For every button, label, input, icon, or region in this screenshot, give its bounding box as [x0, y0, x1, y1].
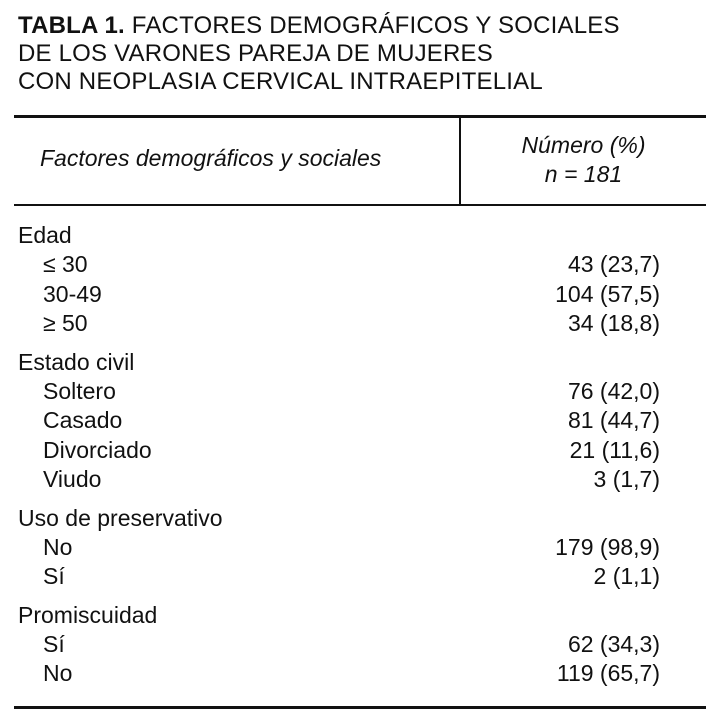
group-title: Edad	[18, 222, 72, 248]
table-top-rule	[14, 115, 706, 118]
row-value: 2 (1,1)	[593, 563, 660, 589]
group-edad	[0, 220, 718, 339]
row-label: Soltero	[43, 377, 116, 404]
table-row	[0, 406, 718, 436]
table-row	[0, 533, 718, 563]
row-value: 119 (65,7)	[556, 660, 660, 686]
caption-title-line-2: DE LOS VARONES PAREJA DE MUJERES	[18, 40, 493, 67]
header-number-label: Número (%)	[521, 132, 646, 158]
header-number-percent	[461, 131, 706, 189]
row-label: No	[43, 533, 73, 560]
table-row	[0, 377, 718, 407]
table-row	[0, 309, 718, 339]
table-row	[0, 562, 718, 592]
table-body	[0, 220, 718, 697]
group-promiscuidad	[0, 600, 718, 689]
row-value: 104 (57,5)	[555, 280, 660, 307]
row-value: 3 (1,7)	[593, 466, 660, 492]
caption-line-1	[18, 12, 708, 40]
table-row	[0, 436, 718, 466]
row-value: 43 (23,7)	[567, 251, 660, 277]
row-value: 34 (18,8)	[567, 310, 660, 336]
header-factors: Factores demográficos y sociales	[40, 145, 382, 171]
row-value: 76 (42,0)	[567, 377, 660, 404]
row-value: 179 (98,9)	[555, 533, 660, 560]
group-title: Promiscuidad	[18, 601, 158, 628]
row-label: Casado	[43, 407, 123, 433]
row-label: Sí	[43, 563, 65, 589]
group-uso-preservativo	[0, 503, 718, 592]
table-row	[0, 465, 718, 495]
caption-label: TABLA 1.	[18, 12, 125, 39]
header-n-total: n = 181	[544, 161, 623, 187]
table-row	[0, 250, 718, 280]
row-value: 21 (11,6)	[569, 436, 660, 463]
row-label: No	[43, 660, 73, 686]
row-value: 81 (44,7)	[567, 407, 660, 433]
group-title: Estado civil	[18, 348, 135, 375]
table-row	[0, 630, 718, 660]
row-label: Sí	[43, 630, 65, 657]
row-label: 30-49	[43, 280, 102, 307]
row-label: ≤ 30	[43, 251, 88, 277]
caption-title-line-1: FACTORES DEMOGRÁFICOS Y SOCIALES	[124, 12, 620, 39]
table-row	[0, 659, 718, 689]
header-bottom-rule	[14, 204, 706, 206]
table-caption	[18, 12, 708, 96]
row-label: Viudo	[43, 466, 102, 492]
group-estado-civil	[0, 347, 718, 495]
row-label: ≥ 50	[43, 310, 88, 336]
caption-title-line-3: CON NEOPLASIA CERVICAL INTRAEPITELIAL	[18, 68, 543, 95]
table-row	[0, 280, 718, 310]
row-value: 62 (34,3)	[567, 630, 660, 657]
table-bottom-rule	[14, 706, 706, 709]
group-title: Uso de preservativo	[18, 504, 223, 531]
row-label: Divorciado	[43, 436, 152, 463]
